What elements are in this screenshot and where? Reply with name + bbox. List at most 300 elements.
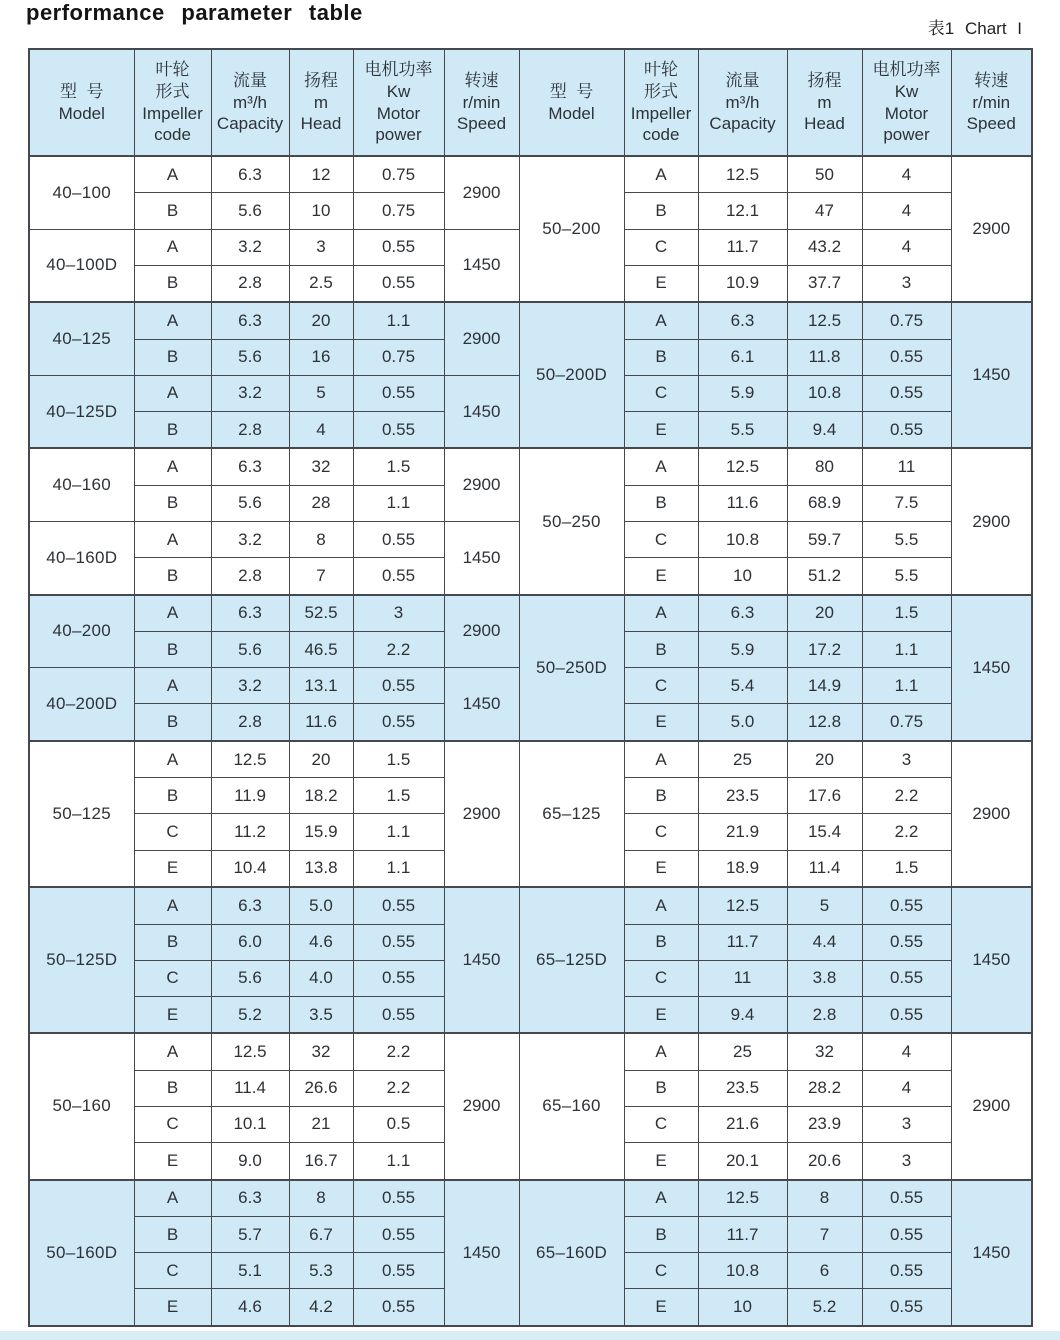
model-cell: 40–125D [29,375,134,448]
impeller-cell: E [134,1143,211,1180]
power-cell: 0.55 [862,960,951,996]
power-cell: 0.55 [862,887,951,924]
power-cell: 4 [862,229,951,265]
head-cell: 2.8 [787,996,862,1033]
speed-cell: 1450 [444,1180,519,1326]
capacity-cell: 10.8 [698,1253,787,1289]
power-cell: 1.1 [353,1143,444,1180]
header-capacity-left: 流量 m³/h Capacity [211,49,289,156]
power-cell: 0.55 [862,411,951,448]
head-cell: 12 [289,156,353,193]
impeller-cell: A [134,448,211,485]
header-impeller-right: 叶轮 形式 Impeller code [624,49,698,156]
table-header [29,49,1032,156]
power-cell: 0.75 [862,302,951,339]
power-cell: 0.55 [862,1180,951,1217]
impeller-cell: A [134,887,211,924]
head-cell: 4.0 [289,960,353,996]
impeller-cell: C [624,1106,698,1142]
head-cell: 6 [787,1253,862,1289]
capacity-cell: 6.3 [211,595,289,632]
capacity-cell: 9.4 [698,996,787,1033]
impeller-cell: A [134,595,211,632]
impeller-cell: A [134,229,211,265]
model-cell: 50–160 [29,1033,134,1179]
power-cell: 0.55 [353,996,444,1033]
power-cell: 0.55 [353,411,444,448]
capacity-cell: 5.5 [698,411,787,448]
capacity-cell: 11.7 [698,229,787,265]
speed-cell: 2900 [444,156,519,229]
impeller-cell: E [134,850,211,887]
capacity-cell: 12.5 [698,887,787,924]
impeller-cell: A [134,1180,211,1217]
speed-cell: 2900 [444,595,519,668]
impeller-cell: B [134,1217,211,1253]
power-cell: 0.55 [353,704,444,741]
capacity-cell: 11.7 [698,1217,787,1253]
power-cell: 1.1 [353,850,444,887]
impeller-cell: B [134,193,211,229]
capacity-cell: 10.9 [698,265,787,302]
impeller-cell: E [624,558,698,595]
impeller-cell: B [134,632,211,668]
performance-parameter-table [28,48,1033,1327]
chart-number-label: 表1 Chart I [927,19,1022,38]
speed-cell: 2900 [444,741,519,887]
head-cell: 52.5 [289,595,353,632]
head-cell: 2.5 [289,265,353,302]
capacity-cell: 25 [698,741,787,778]
head-cell: 3 [289,229,353,265]
capacity-cell: 12.5 [211,1033,289,1070]
impeller-cell: B [134,704,211,741]
header-row [29,49,1032,156]
power-cell: 0.55 [353,668,444,704]
impeller-cell: E [624,850,698,887]
head-cell: 26.6 [289,1070,353,1106]
speed-cell: 2900 [951,741,1032,887]
power-cell: 0.55 [353,1180,444,1217]
head-cell: 4.4 [787,924,862,960]
power-cell: 0.75 [353,156,444,193]
power-cell: 2.2 [353,1033,444,1070]
power-cell: 0.55 [353,1253,444,1289]
speed-cell: 1450 [951,595,1032,741]
head-cell: 12.5 [787,302,862,339]
power-cell: 1.5 [353,448,444,485]
capacity-cell: 2.8 [211,411,289,448]
capacity-cell: 10 [698,1289,787,1326]
impeller-cell: B [624,924,698,960]
power-cell: 0.55 [353,887,444,924]
head-cell: 8 [787,1180,862,1217]
capacity-cell: 5.9 [698,375,787,411]
power-cell: 0.55 [353,375,444,411]
capacity-cell: 20.1 [698,1143,787,1180]
capacity-cell: 11 [698,960,787,996]
impeller-cell: A [624,1180,698,1217]
head-cell: 46.5 [289,632,353,668]
power-cell: 1.5 [862,595,951,632]
power-cell: 0.55 [862,996,951,1033]
capacity-cell: 12.5 [698,448,787,485]
head-cell: 18.2 [289,778,353,814]
model-cell: 50–125 [29,741,134,887]
capacity-cell: 11.2 [211,814,289,850]
impeller-cell: B [134,339,211,375]
head-cell: 28 [289,485,353,521]
capacity-cell: 5.7 [211,1217,289,1253]
page-title: performance parameter table [26,0,363,25]
power-cell: 4 [862,1070,951,1106]
capacity-cell: 10.4 [211,850,289,887]
capacity-cell: 12.5 [698,156,787,193]
power-cell: 0.55 [353,229,444,265]
table-row [29,1180,1032,1217]
impeller-cell: A [624,302,698,339]
power-cell: 1.5 [353,778,444,814]
power-cell: 1.1 [353,302,444,339]
model-cell: 40–100 [29,156,134,229]
head-cell: 4 [289,411,353,448]
capacity-cell: 2.8 [211,704,289,741]
power-cell: 1.5 [862,850,951,887]
capacity-cell: 10.1 [211,1106,289,1142]
speed-cell: 1450 [444,668,519,741]
table-body [29,156,1032,1326]
impeller-cell: B [624,1070,698,1106]
model-cell: 50–200 [519,156,624,302]
head-cell: 11.6 [289,704,353,741]
head-cell: 3.5 [289,996,353,1033]
speed-cell: 2900 [444,302,519,375]
power-cell: 0.55 [862,375,951,411]
head-cell: 20 [289,741,353,778]
capacity-cell: 5.9 [698,632,787,668]
impeller-cell: C [134,1253,211,1289]
impeller-cell: B [624,778,698,814]
head-cell: 32 [787,1033,862,1070]
capacity-cell: 9.0 [211,1143,289,1180]
capacity-cell: 6.3 [211,156,289,193]
header-impeller-left: 叶轮 形式 Impeller code [134,49,211,156]
model-cell: 40–200 [29,595,134,668]
capacity-cell: 6.3 [211,448,289,485]
head-cell: 43.2 [787,229,862,265]
impeller-cell: A [624,595,698,632]
impeller-cell: E [624,704,698,741]
head-cell: 37.7 [787,265,862,302]
impeller-cell: A [134,522,211,558]
head-cell: 20 [787,595,862,632]
power-cell: 1.1 [862,632,951,668]
model-cell: 50–250 [519,448,624,594]
impeller-cell: E [624,996,698,1033]
model-cell: 50–200D [519,302,624,448]
capacity-cell: 5.6 [211,632,289,668]
header-speed-right: 转速 r/min Speed [951,49,1032,156]
impeller-cell: C [624,375,698,411]
power-cell: 0.55 [353,265,444,302]
impeller-cell: E [624,1143,698,1180]
header-power-left: 电机功率 Kw Motor power [353,49,444,156]
model-cell: 65–160D [519,1180,624,1326]
model-cell: 65–125D [519,887,624,1033]
speed-cell: 1450 [951,1180,1032,1326]
impeller-cell: E [624,265,698,302]
power-cell: 2.2 [862,778,951,814]
head-cell: 13.8 [289,850,353,887]
power-cell: 3 [862,1143,951,1180]
impeller-cell: A [134,668,211,704]
power-cell: 0.75 [862,704,951,741]
head-cell: 5 [787,887,862,924]
head-cell: 10 [289,193,353,229]
head-cell: 10.8 [787,375,862,411]
power-cell: 4 [862,193,951,229]
head-cell: 50 [787,156,862,193]
capacity-cell: 5.6 [211,193,289,229]
impeller-cell: C [624,668,698,704]
power-cell: 7.5 [862,485,951,521]
header-model-right: 型 号 Model [519,49,624,156]
table-row [29,1033,1032,1070]
capacity-cell: 3.2 [211,522,289,558]
capacity-cell: 5.4 [698,668,787,704]
power-cell: 2.2 [353,1070,444,1106]
capacity-cell: 3.2 [211,229,289,265]
table-row [29,741,1032,778]
model-cell: 50–250D [519,595,624,741]
impeller-cell: A [624,156,698,193]
capacity-cell: 10.8 [698,522,787,558]
head-cell: 16 [289,339,353,375]
capacity-cell: 6.3 [211,1180,289,1217]
impeller-cell: C [134,1106,211,1142]
table-row [29,595,1032,632]
capacity-cell: 5.6 [211,960,289,996]
model-cell: 50–160D [29,1180,134,1326]
power-cell: 0.55 [353,1217,444,1253]
impeller-cell: B [624,485,698,521]
power-cell: 2.2 [862,814,951,850]
head-cell: 51.2 [787,558,862,595]
head-cell: 8 [289,522,353,558]
power-cell: 0.55 [353,1289,444,1326]
impeller-cell: B [134,265,211,302]
head-cell: 15.9 [289,814,353,850]
bottom-strip [0,1331,1060,1340]
power-cell: 0.75 [353,193,444,229]
model-cell: 65–125 [519,741,624,887]
impeller-cell: B [134,778,211,814]
head-cell: 16.7 [289,1143,353,1180]
impeller-cell: B [134,485,211,521]
speed-cell: 2900 [951,448,1032,594]
header-capacity-right: 流量 m³/h Capacity [698,49,787,156]
impeller-cell: A [134,375,211,411]
power-cell: 4 [862,1033,951,1070]
capacity-cell: 5.2 [211,996,289,1033]
model-cell: 40–125 [29,302,134,375]
head-cell: 23.9 [787,1106,862,1142]
impeller-cell: C [624,960,698,996]
head-cell: 32 [289,1033,353,1070]
model-cell: 40–200D [29,668,134,741]
power-cell: 2.2 [353,632,444,668]
capacity-cell: 2.8 [211,265,289,302]
head-cell: 20 [787,741,862,778]
speed-cell: 1450 [444,887,519,1033]
capacity-cell: 11.6 [698,485,787,521]
head-cell: 32 [289,448,353,485]
impeller-cell: B [624,632,698,668]
header-model-left: 型 号 Model [29,49,134,156]
impeller-cell: E [624,1289,698,1326]
impeller-cell: A [134,741,211,778]
head-cell: 11.8 [787,339,862,375]
power-cell: 0.5 [353,1106,444,1142]
capacity-cell: 11.9 [211,778,289,814]
capacity-cell: 12.5 [698,1180,787,1217]
head-cell: 28.2 [787,1070,862,1106]
power-cell: 0.55 [353,960,444,996]
capacity-cell: 10 [698,558,787,595]
head-cell: 7 [787,1217,862,1253]
table-row [29,887,1032,924]
head-cell: 68.9 [787,485,862,521]
capacity-cell: 23.5 [698,778,787,814]
impeller-cell: B [624,339,698,375]
head-cell: 5.3 [289,1253,353,1289]
head-cell: 21 [289,1106,353,1142]
model-cell: 40–160D [29,522,134,595]
power-cell: 3 [862,741,951,778]
head-cell: 15.4 [787,814,862,850]
capacity-cell: 5.1 [211,1253,289,1289]
capacity-cell: 21.9 [698,814,787,850]
impeller-cell: B [624,1217,698,1253]
impeller-cell: B [624,193,698,229]
speed-cell: 1450 [444,229,519,302]
head-cell: 4.6 [289,924,353,960]
capacity-cell: 6.3 [698,595,787,632]
capacity-cell: 11.7 [698,924,787,960]
head-cell: 8 [289,1180,353,1217]
power-cell: 11 [862,448,951,485]
capacity-cell: 3.2 [211,375,289,411]
power-cell: 1.5 [353,741,444,778]
impeller-cell: E [134,1289,211,1326]
capacity-cell: 5.6 [211,339,289,375]
impeller-cell: C [134,814,211,850]
power-cell: 5.5 [862,522,951,558]
header-head-right: 扬程 m Head [787,49,862,156]
capacity-cell: 3.2 [211,668,289,704]
head-cell: 6.7 [289,1217,353,1253]
model-cell: 65–160 [519,1033,624,1179]
impeller-cell: B [134,1070,211,1106]
model-cell: 50–125D [29,887,134,1033]
capacity-cell: 6.3 [211,887,289,924]
capacity-cell: 6.3 [211,302,289,339]
power-cell: 3 [862,265,951,302]
capacity-cell: 5.6 [211,485,289,521]
power-cell: 1.1 [353,814,444,850]
head-cell: 20.6 [787,1143,862,1180]
impeller-cell: A [134,156,211,193]
speed-cell: 1450 [444,375,519,448]
model-cell: 40–160 [29,448,134,521]
speed-cell: 2900 [951,156,1032,302]
impeller-cell: A [624,887,698,924]
header-head-left: 扬程 m Head [289,49,353,156]
impeller-cell: B [134,411,211,448]
head-cell: 13.1 [289,668,353,704]
header-power-right: 电机功率 Kw Motor power [862,49,951,156]
head-cell: 5.0 [289,887,353,924]
head-cell: 5 [289,375,353,411]
head-cell: 14.9 [787,668,862,704]
head-cell: 7 [289,558,353,595]
power-cell: 0.55 [353,522,444,558]
capacity-cell: 11.4 [211,1070,289,1106]
power-cell: 0.55 [862,924,951,960]
speed-cell: 2900 [951,1033,1032,1179]
power-cell: 0.55 [862,1217,951,1253]
impeller-cell: E [624,411,698,448]
head-cell: 47 [787,193,862,229]
power-cell: 3 [862,1106,951,1142]
head-cell: 80 [787,448,862,485]
header-speed-left: 转速 r/min Speed [444,49,519,156]
capacity-cell: 5.0 [698,704,787,741]
power-cell: 0.55 [353,558,444,595]
impeller-cell: A [624,448,698,485]
head-cell: 17.2 [787,632,862,668]
head-cell: 3.8 [787,960,862,996]
power-cell: 0.55 [353,924,444,960]
impeller-cell: E [134,996,211,1033]
capacity-cell: 18.9 [698,850,787,887]
head-cell: 59.7 [787,522,862,558]
table-row [29,448,1032,485]
capacity-cell: 6.1 [698,339,787,375]
impeller-cell: C [624,814,698,850]
head-cell: 11.4 [787,850,862,887]
head-cell: 9.4 [787,411,862,448]
model-cell: 40–100D [29,229,134,302]
capacity-cell: 25 [698,1033,787,1070]
speed-cell: 1450 [444,522,519,595]
impeller-cell: C [624,1253,698,1289]
impeller-cell: A [624,1033,698,1070]
power-cell: 5.5 [862,558,951,595]
impeller-cell: A [624,741,698,778]
impeller-cell: B [134,924,211,960]
power-cell: 0.55 [862,339,951,375]
power-cell: 0.75 [353,339,444,375]
capacity-cell: 12.1 [698,193,787,229]
power-cell: 1.1 [353,485,444,521]
speed-cell: 2900 [444,448,519,521]
capacity-cell: 6.3 [698,302,787,339]
impeller-cell: A [134,1033,211,1070]
head-cell: 17.6 [787,778,862,814]
table-row [29,302,1032,339]
table-row [29,156,1032,193]
